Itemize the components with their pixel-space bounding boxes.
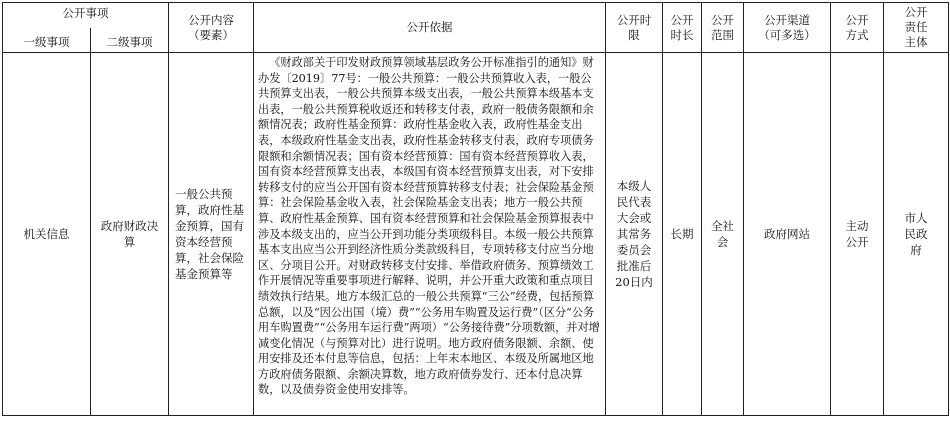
header-basis-label: 公开依据 (406, 20, 453, 34)
header-level2 (91, 28, 169, 53)
cell-basis (254, 53, 606, 416)
header-channel (744, 3, 831, 53)
cell-level1 (3, 53, 91, 416)
header-public-item-label: 公开事项 (62, 6, 109, 20)
cell-channel-text: 政府网站 (764, 226, 810, 241)
cell-scope (702, 53, 744, 416)
cell-content (169, 53, 254, 416)
header-scope (702, 3, 744, 53)
header-scope-label: 公开 范围 (711, 12, 734, 42)
cell-duration (663, 53, 702, 416)
header-level1-label: 一级事项 (23, 35, 70, 49)
header-duration-label: 公开 时长 (670, 12, 694, 42)
header-method (831, 3, 884, 53)
cell-responsible (884, 53, 949, 416)
cell-duration-text: 长期 (670, 226, 694, 241)
header-content (169, 3, 254, 53)
cell-content-text: 一般公共预 算，政府性基 金预算，国有 资本经营预 算，社会保险 基金预算等 (175, 187, 244, 281)
cell-responsible-text: 市人 民政 府 (904, 211, 928, 257)
header-basis (254, 3, 606, 53)
cell-channel (744, 53, 831, 416)
cell-level1-text: 机关信息 (23, 226, 70, 241)
header-method-label: 公开 方式 (845, 12, 869, 42)
table-row (3, 53, 949, 416)
cell-method-text: 主动 公开 (845, 219, 869, 249)
header-responsible (884, 3, 949, 53)
cell-time-limit-text: 本级人 民代表 大会或 其常务 委员会 批准后 20日内 (615, 179, 653, 289)
header-channel-label: 公开渠道 （可多选） (758, 12, 816, 42)
header-time-limit (606, 3, 663, 53)
header-duration (663, 3, 702, 53)
header-responsible-label: 公开 责任 主体 (904, 5, 928, 49)
header-level2-label: 二级事项 (106, 35, 153, 49)
cell-level2 (91, 53, 169, 416)
header-content-label: 公开内容 （要素） (188, 12, 234, 42)
cell-time-limit (606, 53, 663, 416)
cell-method (831, 53, 884, 416)
header-time-limit-label: 公开时 限 (616, 12, 652, 42)
header-public-item (3, 3, 169, 29)
header-level1 (3, 28, 91, 53)
cell-basis-text: 《财政部关于印发财政预算领域基层政务公开标准指引的通知》财办发〔2019〕77号：一般公共预算：一般公共预算收入表，一般公共预算支出表，一般公共预算本级支出表，一般公共预算本级基本支出表，一般公共预算税收返还和转移支付表，政府一般债务限额和余额情况表；政府性基金预算：政府性基金收入表，政府性基金支出表，本级政府性基金支出表，政府性基金转移支付表，政府专项债务限额和余额情况表；国有资本经营预算：国有资本经营预算收入表，国有资本经营预算支出表，本级国有资本经营预算支出表，对下安排转移支付的应当公开国有资本经营预算转移支付表；社会保险基金预算：社会保险基金收入表，社会保险基金支出表；地方一般公共预算、政府性基金预算、国有资本经营预算和社会保险基金预算报表中涉及本级支出的，应当公开到功能分类项级科目。本级一般公共预算基本支出应当公开到经济性质分类款级科目，专项转移支付应当分地区、分项目公开。对财政转移支付安排、举借政府债务、预算绩效工作开展情况等重要事项进行解释、说明，并公开重大政策和重点项目绩效执行结果。地方本级汇总的一般公共预算“三公”经费，包括预算总额，以及“因公出国（境）费”“公务用车购置及运行费”（区分“公务用车购置费”“公务用车运行费”两项）“公务接待费”分项数额，并对增减变化情况（与预算对比）进行说明。地方政府债务限额、余额、使用安排及还本付息等信息，包括：上年末本地区、本级及所属地区地方政府债务限额、余额决算数，地方政府债券发行、还本付息决算数，以及债券资金使用安排等。 (258, 56, 600, 397)
cell-scope-text: 全社 会 (711, 219, 734, 249)
cell-level2-text: 政府财政决 算 (100, 219, 159, 249)
disclosure-table (2, 2, 949, 416)
